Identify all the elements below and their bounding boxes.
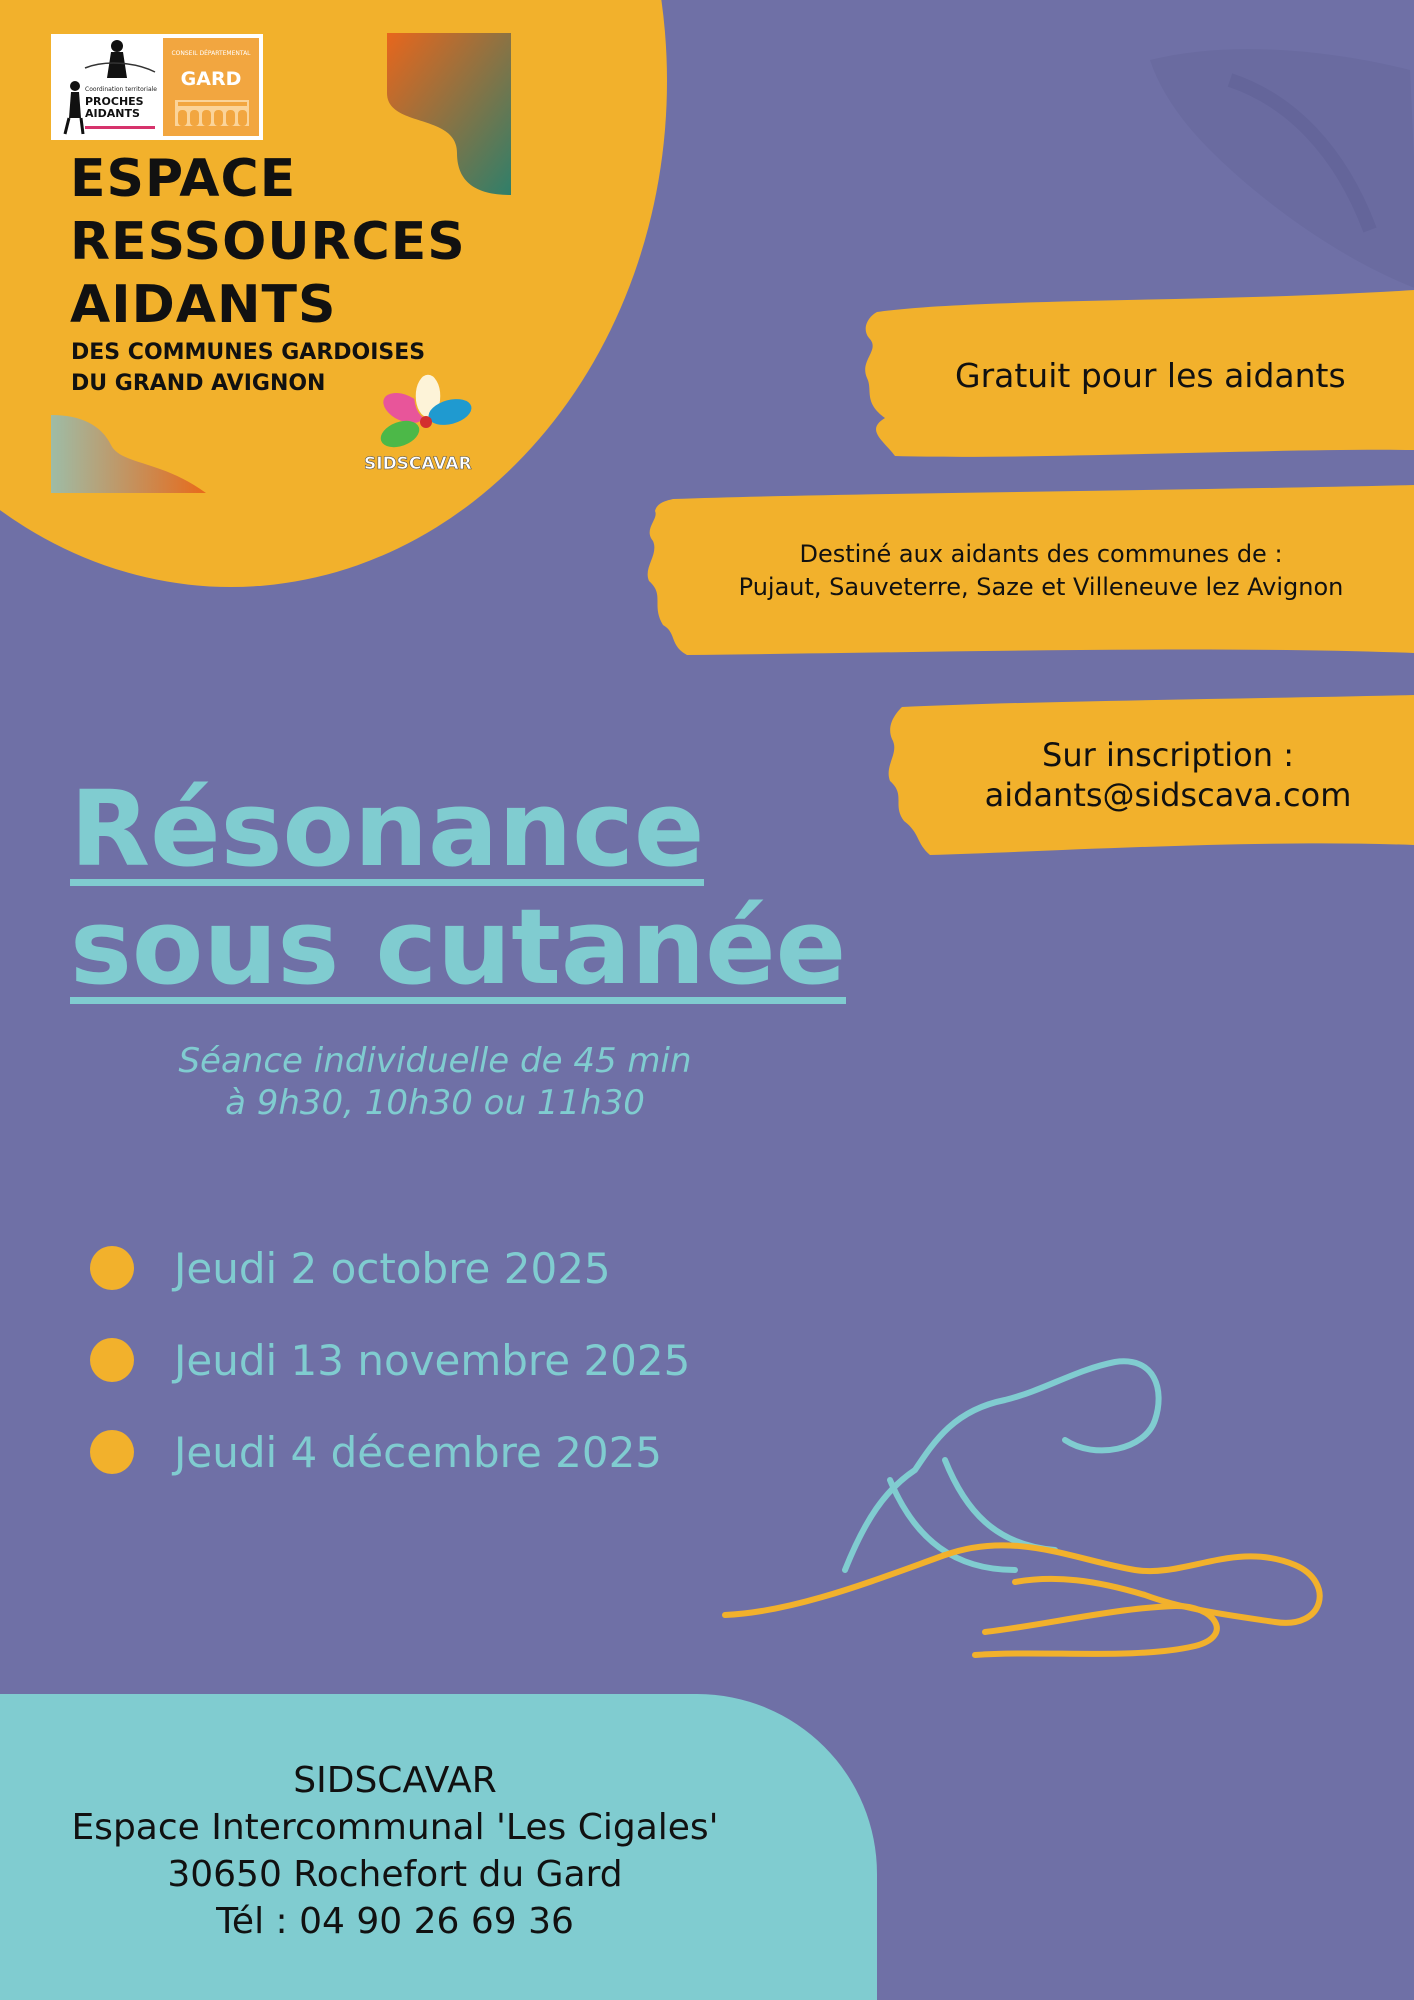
subtitle-line: DU GRAND AVIGNON xyxy=(71,371,326,396)
signup-banner xyxy=(882,695,1414,855)
signup-email[interactable]: aidants@sidscava.com xyxy=(984,776,1352,814)
signup-banner-text xyxy=(882,695,1414,855)
title-line: RESSOURCES xyxy=(70,212,466,272)
session-info xyxy=(110,1040,760,1124)
footer-org: SIDSCAVAR xyxy=(293,1760,497,1801)
gard-logo xyxy=(163,38,259,136)
date-text: Jeudi 2 octobre 2025 xyxy=(174,1243,611,1293)
background-leaf-decoration xyxy=(1090,40,1414,300)
gard-subtitle: CONSEIL DÉPARTEMENTAL xyxy=(171,50,251,57)
proches-aidants-subtitle: Coordination territoriale xyxy=(85,86,157,93)
date-text: Jeudi 4 décembre 2025 xyxy=(174,1427,663,1477)
date-list xyxy=(90,1222,690,1498)
proches-aidants-text: PROCHES AIDANTS xyxy=(85,95,144,120)
title-line: ESPACE xyxy=(70,149,297,209)
footer-address: 30650 Rochefort du Gard xyxy=(167,1854,623,1895)
list-item xyxy=(90,1406,690,1498)
audience-banner xyxy=(643,485,1414,657)
sidscavar-logo-label: SIDSCAVAR xyxy=(364,454,472,474)
audience-banner-text xyxy=(643,485,1414,657)
list-item xyxy=(90,1314,690,1406)
date-text: Jeudi 13 novembre 2025 xyxy=(174,1335,691,1385)
session-times: à 9h30, 10h30 ou 11h30 xyxy=(225,1083,645,1123)
proches-aidants-logo xyxy=(55,38,159,136)
subtitle-line: DES COMMUNES GARDOISES xyxy=(71,340,426,365)
signup-label: Sur inscription : xyxy=(1042,736,1294,774)
free-banner xyxy=(855,290,1414,460)
massage-illustration-icon xyxy=(715,1350,1335,1680)
event-title xyxy=(70,770,846,1006)
footer-contact xyxy=(0,1757,790,1945)
list-item xyxy=(90,1222,690,1314)
sidscavar-logo xyxy=(356,372,502,488)
free-banner-text: Gratuit pour les aidants xyxy=(955,355,1346,395)
page-title xyxy=(70,148,466,337)
session-duration: Séance individuelle de 45 min xyxy=(178,1041,692,1081)
gard-name: GARD xyxy=(180,68,242,90)
audience-line: Destiné aux aidants des communes de : xyxy=(799,540,1283,568)
bullet-dot-icon xyxy=(90,1338,134,1382)
aqueduct-arches-icon xyxy=(175,100,249,126)
title-line: AIDANTS xyxy=(70,275,337,335)
bullet-dot-icon xyxy=(90,1430,134,1474)
footer-phone[interactable]: Tél : 04 90 26 69 36 xyxy=(216,1901,574,1942)
footer-place: Espace Intercommunal 'Les Cigales' xyxy=(71,1807,719,1848)
event-title-line: sous cutanée xyxy=(70,886,847,1008)
bullet-dot-icon xyxy=(90,1246,134,1290)
gradient-blob-decoration xyxy=(51,415,206,493)
flower-icon xyxy=(356,372,502,462)
event-title-line: Résonance xyxy=(70,768,705,890)
partner-logos xyxy=(51,34,263,140)
audience-towns: Pujaut, Sauveterre, Saze et Villeneuve lez Avignon xyxy=(738,573,1344,601)
